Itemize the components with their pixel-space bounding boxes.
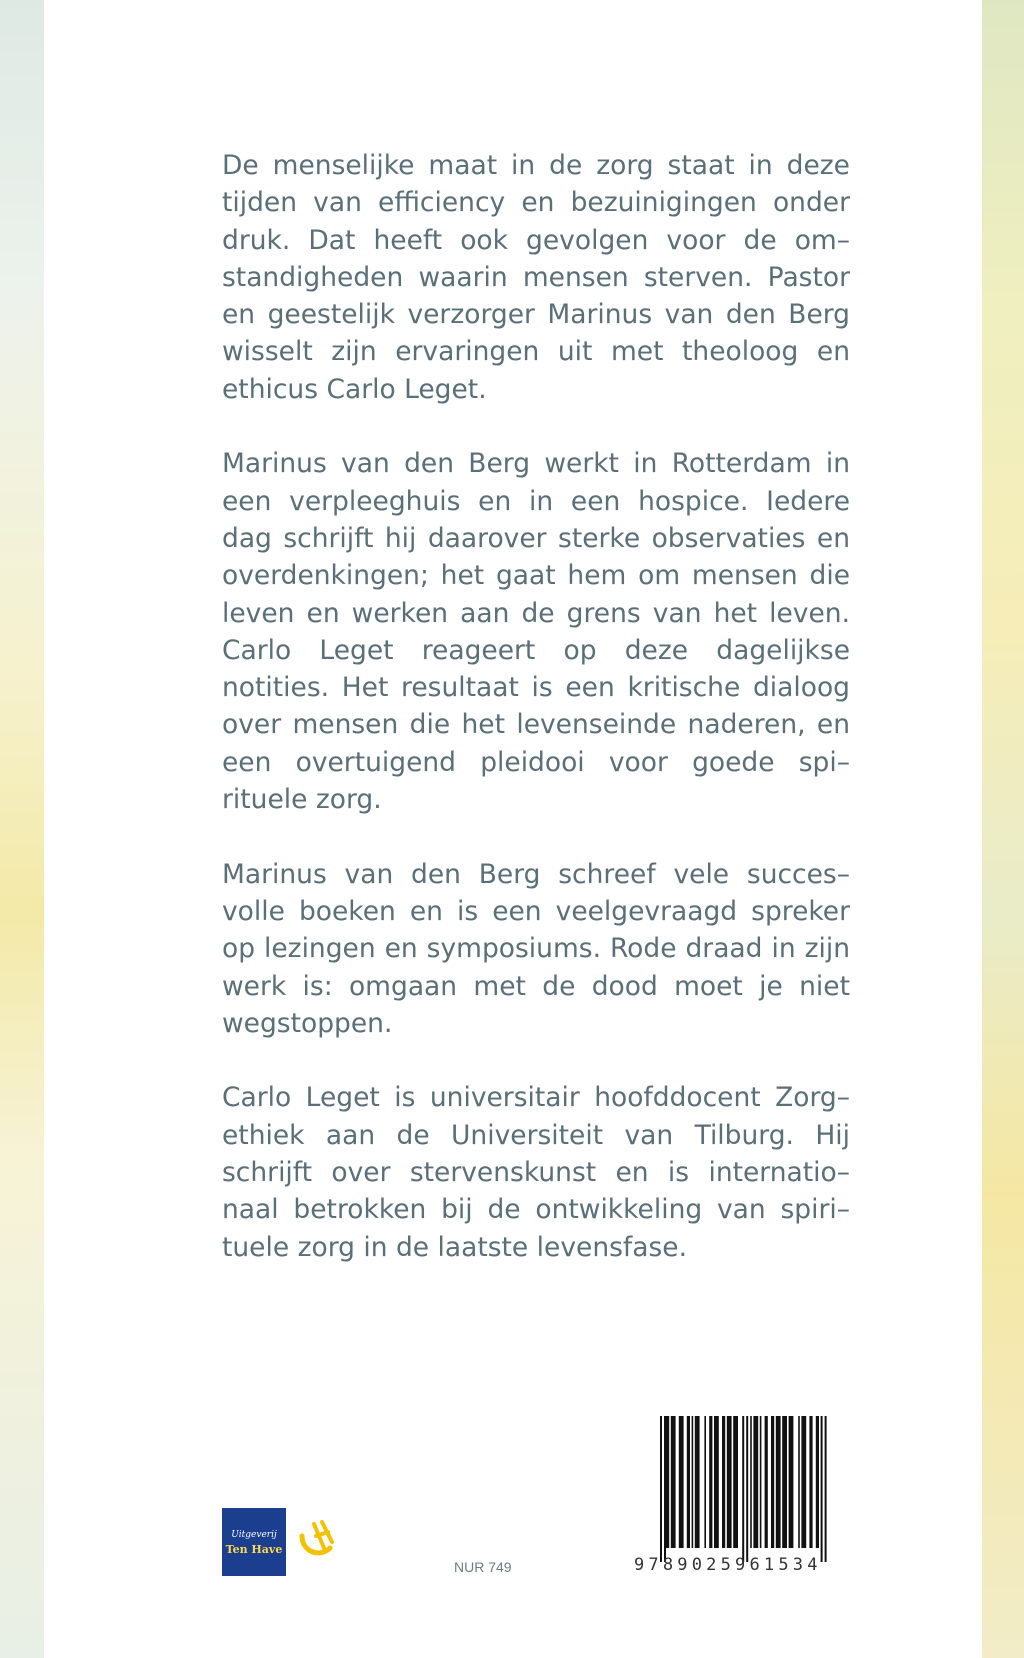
isbn-barcode xyxy=(658,1416,850,1564)
barcode-bar xyxy=(809,1416,812,1548)
barcode-bar xyxy=(825,1416,827,1562)
barcode-bar xyxy=(679,1416,684,1548)
ten-have-mark-icon xyxy=(296,1518,340,1562)
barcode-bar xyxy=(798,1416,800,1548)
cover-edge-right xyxy=(982,0,1024,1658)
barcode-bar xyxy=(753,1416,758,1548)
barcode-bar xyxy=(750,1416,752,1548)
barcode-bar xyxy=(660,1416,662,1562)
cover-edge-left xyxy=(0,0,44,1658)
barcode-bar xyxy=(816,1416,819,1548)
blurb-paragraph-1: De menselijke maat in de zorg staat in deze tijden van efficiency en bezuinigingen onder druk. Dat heeft ook gevolgen voor de om–standigheden waarin mensen sterven. Pastor en geestelijk verzorger Marinus van den Berg wisselt zijn ervaringen uit met theoloog en ethicus Carlo Leget. xyxy=(222,150,850,405)
barcode-bar xyxy=(733,1416,738,1548)
nur-code: NUR 749 xyxy=(454,1559,512,1575)
barcode-bar xyxy=(727,1416,732,1548)
barcode-bar xyxy=(692,1416,694,1548)
barcode-bar xyxy=(709,1416,712,1548)
barcode-bar xyxy=(704,1416,706,1548)
barcode-bar xyxy=(695,1416,700,1548)
barcode-bar xyxy=(760,1416,762,1548)
barcode-bar xyxy=(789,1416,794,1548)
barcode-bar xyxy=(687,1416,690,1548)
barcode-bar xyxy=(821,1416,823,1562)
blurb-paragraph-3: Marinus van den Berg schreef vele succes–volle boeken en is een veelgevraagd spreker op lezingen en symposiums. Rode draad in zijn werk is: omgaan met de dood moet je niet wegstoppen. xyxy=(222,858,850,1039)
publisher-logo-line2: Ten Have xyxy=(225,1543,283,1556)
barcode-bar xyxy=(722,1416,725,1548)
barcode-bar xyxy=(765,1416,768,1548)
barcode-bar xyxy=(782,1416,787,1548)
publisher-logo xyxy=(222,1508,286,1576)
back-cover xyxy=(44,0,982,1658)
blurb-paragraph-2: Marinus van den Berg werkt in Rotterdam in een verpleeghuis en in een hospice. Iedere dag schrijft hij daarover sterke observaties en overdenkingen; het gaat hem om mensen die leven en werken aan de grens van het leven. Carlo Leget reageert op deze dagelijkse notities. Het resultaat is een kritische dialoog over mensen die het levenseinde naderen, en een overtuigend pleidooi voor goede spi–rituele zorg. xyxy=(222,448,850,816)
barcode-bar xyxy=(776,1416,781,1548)
blurb-text xyxy=(222,147,850,1303)
barcode-bar xyxy=(801,1416,806,1548)
barcode-bar xyxy=(746,1416,748,1562)
barcode-bar xyxy=(742,1416,744,1562)
barcode-bar xyxy=(714,1416,719,1548)
isbn-number: 9789025961534 xyxy=(634,1555,822,1575)
barcode-bar xyxy=(666,1416,669,1548)
barcode-bar xyxy=(671,1416,676,1548)
blurb-paragraph-4: Carlo Leget is universitair hoofddocent Zorg–ethiek aan de Universiteit van Tilburg. Hij schrijft over stervenskunst en is internatio–naal betrokken bij de ontwikkeling van spiri–tuele zorg in de laatste levensfase. xyxy=(222,1082,850,1263)
publisher-logo-line1: Uitgeverij xyxy=(231,1530,277,1540)
barcode-bar xyxy=(664,1416,666,1562)
barcode-bar xyxy=(771,1416,774,1548)
